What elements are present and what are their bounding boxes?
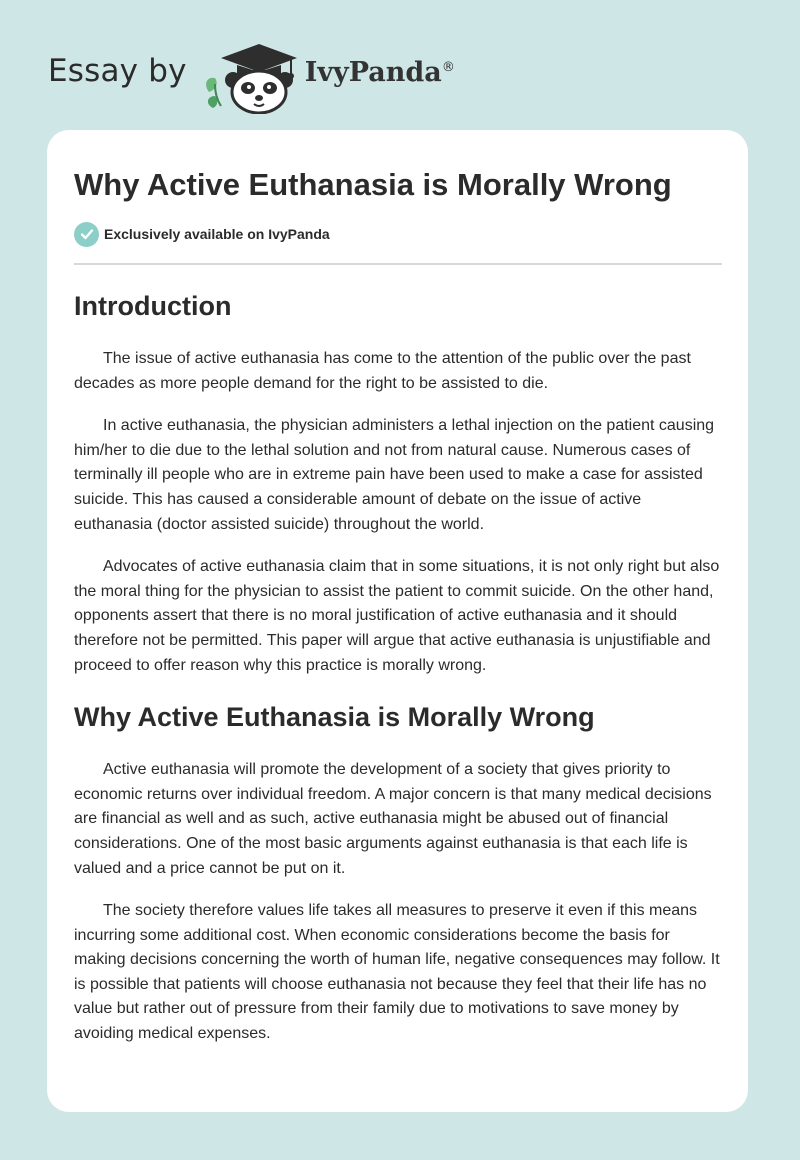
- paragraph: In active euthanasia, the physician administers a lethal injection on the patient causing him/her to die due to the lethal solution and not from natural cause. Numerous cases of terminally ill people who are in extreme pain have been used to make a case for assisted suicide. This has caused a considerable amount of debate on the issue of active euthanasia (doctor assisted suicide) throughout the world.: [74, 417, 715, 533]
- paragraph: Advocates of active euthanasia claim that in some situations, it is not only right but also the moral thing for the physician to assist the patient to commit suicide. On the other hand, opponents assert that there is no moral justification of active euthanasia and it should therefore not be permitted. This paper will argue that active euthanasia is unjustifiable and proceed to offer reason why this practice is morally wrong.: [74, 558, 720, 674]
- section-introduction: [74, 347, 722, 678]
- paragraph: The issue of active euthanasia has come to the attention of the public over the past decades as more people demand for the right to be assisted to die.: [74, 350, 691, 392]
- brand-prefix: Essay by: [48, 53, 187, 89]
- exclusive-label: Exclusively available on IvyPanda: [104, 226, 330, 242]
- ivypanda-logo-icon[interactable]: [199, 34, 299, 114]
- brand-name[interactable]: IvyPanda®: [304, 56, 455, 88]
- paragraph: The society therefore values life takes all measures to preserve it even if this means incurring some additional cost. When economic considerations become the basis for making decisions concerning the worth of human life, negative consequences may follow. It is possible that patients will choose euthanasia not because they feel that their life has no value but rather out of pressure from their family due to motivations to save money by avoiding medical expenses.: [74, 902, 720, 1043]
- section-heading-morally-wrong: Why Active Euthanasia is Morally Wrong: [74, 702, 595, 733]
- exclusive-badge: [74, 220, 722, 248]
- section-heading-introduction: Introduction: [74, 291, 232, 321]
- checkmark-icon: [74, 222, 99, 247]
- paragraph: Active euthanasia will promote the development of a society that gives priority to economic returns over individual freedom. A major concern is that many medical decisions are financial as well and as such, active euthanasia might be abused out of financial considerations. One of the most basic arguments against euthanasia is that each life is valued and a price cannot be put on it.: [74, 761, 712, 877]
- brand-header: [48, 34, 455, 114]
- section-morally-wrong: [74, 758, 722, 1047]
- essay-card: [47, 130, 748, 1112]
- essay-title: Why Active Euthanasia is Morally Wrong: [74, 167, 672, 202]
- divider: [74, 263, 722, 265]
